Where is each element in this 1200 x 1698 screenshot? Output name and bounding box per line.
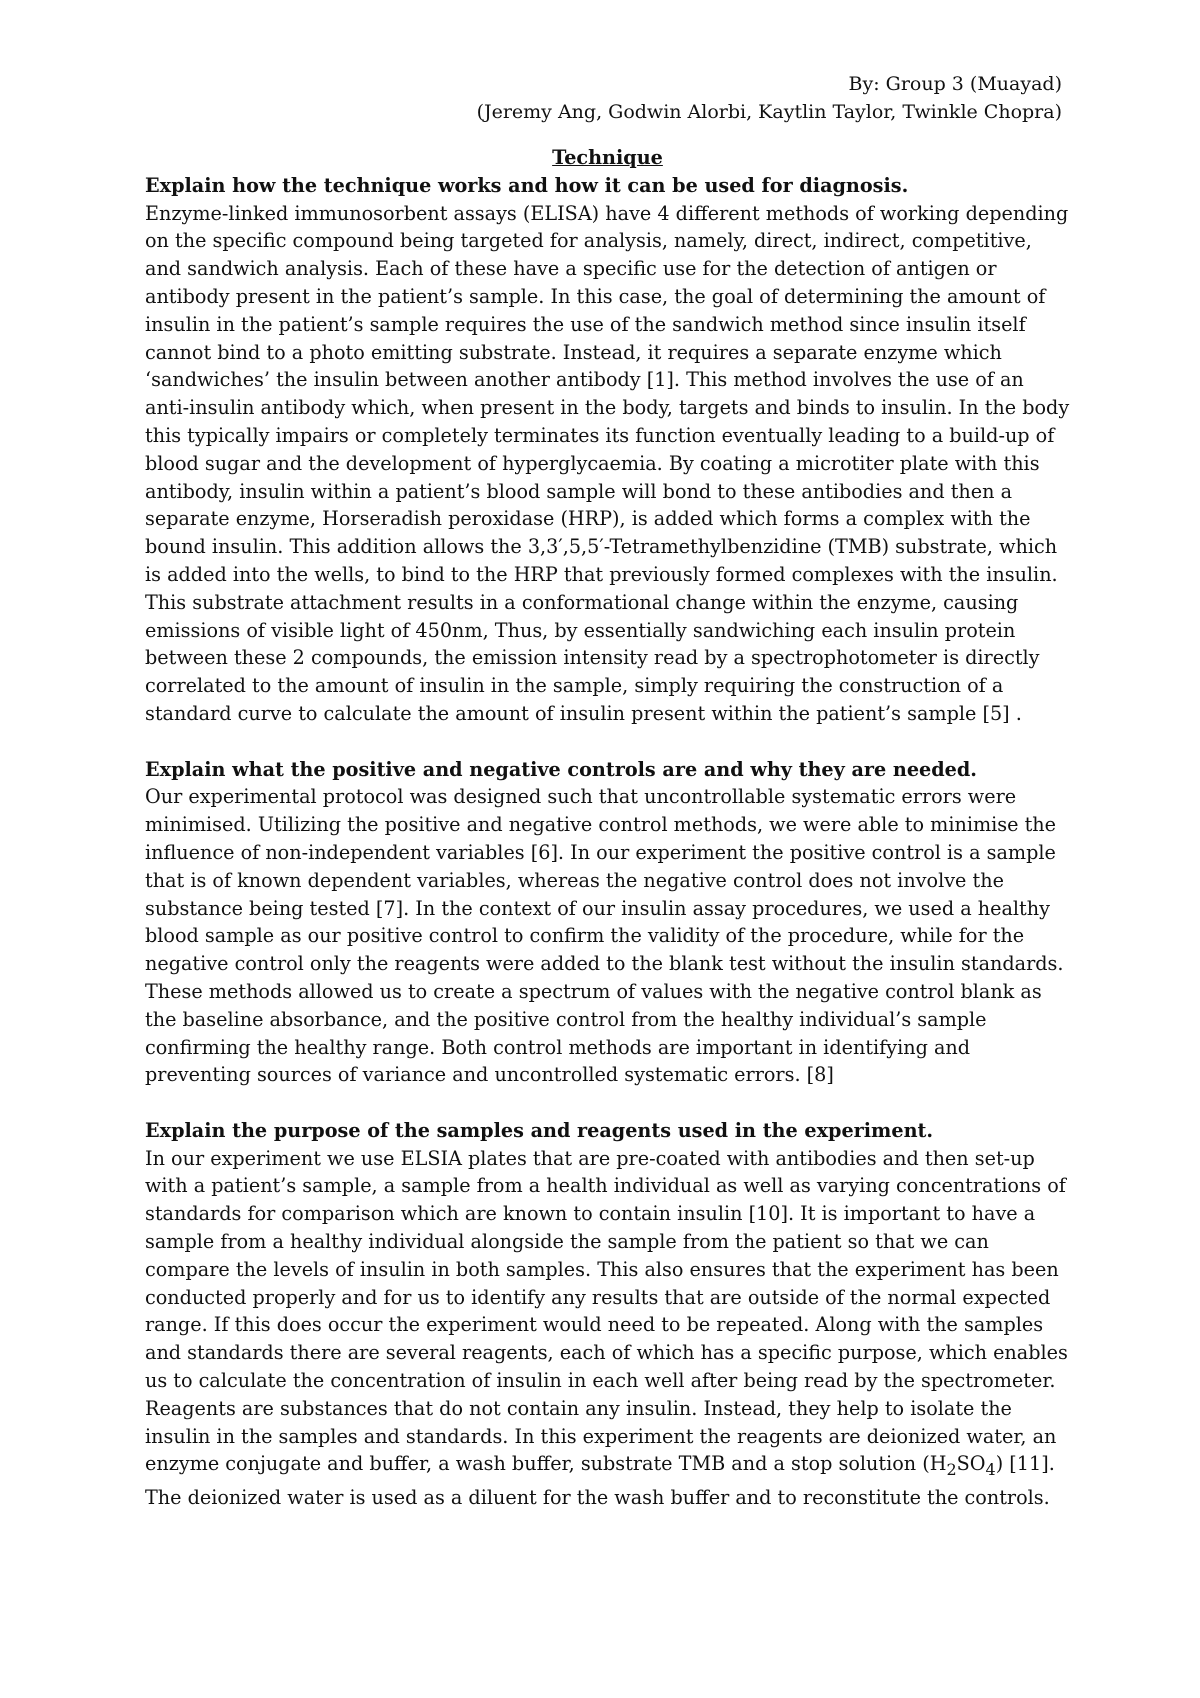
section-body-samples [145, 1145, 1070, 1512]
document-body [145, 144, 1070, 1512]
samples-text-part2: ) [11]. The deionized water is used as a diluent for the wash buffer and to reconstitute the controls. [145, 1452, 1055, 1510]
formula-so: SO [956, 1452, 986, 1476]
formula-sub-4: 4 [985, 1460, 996, 1480]
members-line: (Jeremy Ang, Godwin Alorbi, Kaytlin Taylor, Twinkle Chopra) [476, 101, 1062, 123]
formula-h: H [929, 1452, 947, 1476]
section-body-technique: Enzyme-linked immunosorbent assays (ELISA) have 4 different methods of working depending on the specific compound being targeted for analysis, namely, direct, indirect, competitive, and sandwich analysis. Each of these have a specific use for the detection of antigen or antibody present in the patient’s sample. In this case, the goal of determining the amount of insulin in the patient’s sample requires the use of the sandwich method since insulin itself cannot bind to a photo emitting substrate. Instead, it requires a separate enzyme which ‘sandwiches’ the insulin between another antibody [1]. This method involves the use of an anti-insulin antibody which, when present in the body, targets and binds to insulin. In the body this typically impairs or completely terminates its function eventually leading to a build-up of blood sugar and the development of hyperglycaemia. By coating a microtiter plate with this antibody, insulin within a patient’s blood sample will bond to these antibodies and then a separate enzyme, Horseradish peroxidase (HRP), is added which forms a complex with the bound insulin. This addition allows the 3,3′,5,5′-Tetramethylbenzidine (TMB) substrate, which is added into the wells, to bind to the HRP that previously formed complexes with the insulin. This substrate attachment results in a conformational change within the enzyme, causing emissions of visible light of 450nm, Thus, by essentially sandwiching each insulin protein between these 2 compounds, the emission intensity read by a spectrophotometer is directly correlated to the amount of insulin in the sample, simply requiring the construction of a standard curve to calculate the amount of insulin present within the patient’s sample [5] . [145, 201, 1070, 725]
samples-text-part1: In our experiment we use ELSIA plates that are pre-coated with antibodies and then set-up with a patient’s sample, a sample from a health individual as well as varying concentrations of standards for comparison which are known to contain insulin [10]. It is important to have a sample from a healthy individual alongside the sample from the patient so that we can compare the levels of insulin in both samples. This also ensures that the experiment has been conducted properly and for us to identify any results that are outside of the normal expected range. If this does occur the experiment would need to be repeated. Along with the samples and standards there are several reagents, each of which has a specific purpose, which enables us to calculate the concentration of insulin in each well after being read by the spectrometer. Reagents are substances that do not contain any insulin. Instead, they help to isolate the insulin in the samples and standards. In this experiment the reagents are deionized water, an enzyme conjugate and buffer, a wash buffer, substrate TMB and a stop solution ( [145, 1146, 1068, 1476]
section-body-controls: Our experimental protocol was designed such that uncontrollable systematic errors were minimised. Utilizing the positive and negative control methods, we were able to minimise the influence of non-independent variables [6]. In our experiment the positive control is a sample that is of known dependent variables, whereas the negative control does not involve the substance being tested [7]. In the context of our insulin assay procedures, we used a healthy blood sample as our positive control to confirm the validity of the procedure, while for the negative control only the reagents were added to the blank test without the insulin standards. These methods allowed us to create a spectrum of values with the negative control blank as the baseline absorbance, and the positive control from the healthy individual’s sample confirming the healthy range. Both control methods are important in identifying and preventing sources of variance and uncontrolled systematic errors. [8] [145, 785, 1064, 1087]
section-heading-technique: Explain how the technique works and how it can be used for diagnosis. [145, 173, 909, 197]
paragraph-spacer [145, 1089, 1070, 1117]
group-line: By: Group 3 (Muayad) [848, 73, 1062, 95]
section-heading-samples: Explain the purpose of the samples and reagents used in the experiment. [145, 1118, 934, 1142]
author-header [477, 70, 1062, 126]
paragraph-spacer [145, 728, 1070, 756]
document-title: Technique [552, 146, 663, 169]
section-heading-controls: Explain what the positive and negative controls are and why they are needed. [145, 757, 977, 781]
formula-sub-2: 2 [946, 1460, 957, 1480]
